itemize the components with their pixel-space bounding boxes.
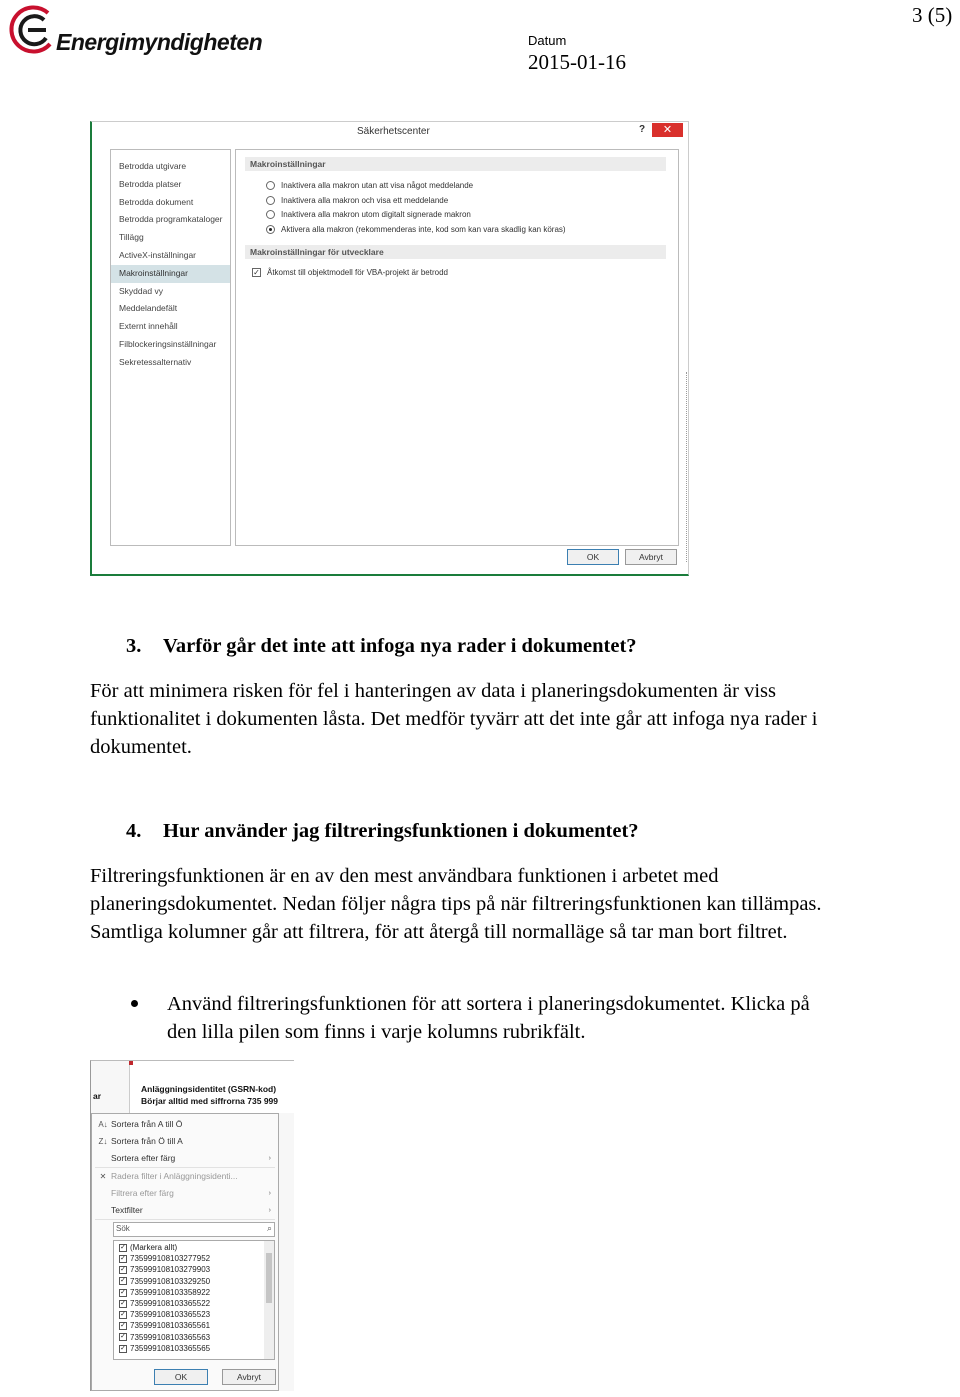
nav-item[interactable]: Betrodda dokument (119, 196, 194, 207)
filter-menu-item[interactable] (95, 1133, 275, 1150)
filter-menu-item[interactable] (95, 1116, 275, 1133)
menu-item-label: Sortera från A till Ö (111, 1119, 183, 1129)
section4-heading (126, 820, 639, 843)
value-checkbox[interactable]: ✓ (120, 1333, 126, 1341)
close-button[interactable]: ✕ (652, 123, 683, 137)
filter-cancel-button[interactable]: Avbryt (222, 1369, 276, 1385)
content-panel (235, 149, 679, 546)
value-list (119, 1242, 210, 1354)
nav-panel (110, 149, 231, 546)
value-list-item[interactable] (119, 1332, 210, 1343)
value-checkbox[interactable]: ✓ (120, 1243, 126, 1251)
filter-menu-item[interactable] (95, 1150, 275, 1168)
section4-bullet: Använd filtreringsfunktionen för att sortera i planeringsdokumentet. Klicka på den lilla pilen som finns i varje kolumns rubrikfält. (167, 993, 810, 1043)
page-number: 3 (5) (912, 3, 953, 27)
menu-item-label: Radera filter i Anläggningsidenti... (111, 1171, 238, 1181)
filter-menu-item[interactable] (95, 1202, 275, 1220)
value-list-item[interactable] (119, 1276, 210, 1287)
filter-menu-item[interactable] (95, 1185, 275, 1202)
value-list-item[interactable] (119, 1343, 210, 1354)
menu-list (95, 1116, 275, 1220)
nav-item[interactable]: Tillägg (119, 232, 144, 243)
search-placeholder: Sök (116, 1224, 130, 1233)
radio-label: Inaktivera alla makron utom digitalt signerade makron (281, 210, 471, 219)
nav-item[interactable]: Betrodda programkataloger (119, 214, 223, 225)
value-checkbox[interactable]: ✓ (120, 1344, 126, 1352)
value-checkbox[interactable]: ✓ (120, 1299, 126, 1307)
radio-button[interactable] (266, 225, 275, 234)
value-label: (Markera allt) (130, 1243, 178, 1252)
value-list-item[interactable] (119, 1320, 210, 1331)
help-button[interactable]: ? (639, 124, 646, 135)
value-list-item[interactable] (119, 1253, 210, 1264)
nav-item[interactable]: Skyddad vy (119, 285, 163, 296)
section-title-macro-settings: Makroinställningar (245, 157, 666, 171)
value-label: 735999108103365563 (130, 1332, 211, 1342)
menu-item-label: Filtrera efter färg (111, 1188, 174, 1198)
radio-button[interactable] (266, 196, 275, 205)
vba-access-label: Åtkomst till objektmodell för VBA-projekt är betrodd (267, 268, 448, 277)
logo-text: Energimyndigheten (56, 29, 263, 55)
value-checkbox[interactable]: ✓ (120, 1288, 126, 1296)
filter-dropdown (91, 1113, 279, 1391)
submenu-arrow-icon: › (268, 1207, 271, 1214)
value-list-item[interactable] (119, 1242, 210, 1253)
menu-item-label: Sortera från Ö till A (111, 1136, 183, 1146)
search-box[interactable] (113, 1222, 275, 1237)
nav-item[interactable]: Betrodda utgivare (119, 161, 187, 171)
section3-title: Varför går det inte att infoga nya rader i dokumentet? (163, 635, 637, 657)
datum-label: Datum (528, 33, 567, 48)
radio-button[interactable] (266, 210, 275, 219)
logo-mark-icon (6, 4, 58, 56)
menu-item-label: Sortera efter färg (111, 1153, 176, 1163)
nav-item[interactable]: Sekretessalternativ (119, 356, 192, 367)
dialog-edge (686, 372, 687, 562)
nav-item[interactable]: Makroinställningar (111, 265, 230, 283)
nav-item[interactable]: Externt innehåll (119, 321, 178, 332)
value-checkbox[interactable]: ✓ (120, 1322, 126, 1330)
dialog-title: Säkerhetscenter (357, 126, 430, 137)
value-label: 735999108103329250 (130, 1276, 211, 1286)
value-list-item[interactable] (119, 1309, 210, 1320)
vba-access-checkbox-row[interactable] (252, 266, 448, 281)
nav-list (111, 150, 230, 372)
macro-radio-row[interactable] (266, 179, 566, 194)
macro-radio-row[interactable] (266, 208, 566, 223)
menu-item-icon: Z↓ (98, 1137, 108, 1146)
menu-item-icon: A↓ (98, 1120, 108, 1129)
macro-radio-row[interactable] (266, 223, 566, 238)
value-label: 735999108103365522 (130, 1298, 211, 1308)
value-checkbox[interactable]: ✓ (120, 1277, 126, 1285)
value-list-item[interactable] (119, 1287, 210, 1298)
value-list-box (113, 1240, 275, 1360)
left-cut-text: ar (93, 1091, 102, 1101)
list-scrollbar-thumb[interactable] (266, 1253, 272, 1303)
datum-value: 2015-01-16 (528, 50, 626, 74)
value-label: 735999108103365523 (130, 1310, 211, 1320)
value-list-item[interactable] (119, 1264, 210, 1275)
value-label: 735999108103365561 (130, 1321, 211, 1331)
nav-item[interactable]: Filblockeringsinställningar (119, 338, 217, 349)
section4-title: Hur använder jag filtreringsfunktionen i dokumentet? (163, 820, 639, 842)
section4-paragraph: Filtreringsfunktionen är en av den mest användbara funktionen i arbetet med planeringsdokumentet. Nedan följer några tips på när filtreringsfunktionen kan tillämpas. Samtliga kolumner går att filtrera, för att återgå till normalläge så tar man bort filtret. (90, 865, 822, 943)
search-icon: ⌕ (266, 1223, 272, 1233)
logo (6, 4, 263, 56)
value-label: 735999108103365565 (130, 1343, 211, 1353)
vba-access-checkbox[interactable]: ✓ (253, 268, 260, 278)
value-label: 735999108103358922 (130, 1287, 211, 1297)
filter-header-line2: Börjar alltid med siffrorna 735 999 (141, 1096, 278, 1106)
macro-radio-row[interactable] (266, 194, 566, 209)
radio-label: Aktivera alla makron (rekommenderas inte, kod som kan vara skadlig kan köras) (281, 224, 566, 234)
filter-menu-screenshot (90, 1060, 294, 1391)
section3-heading (126, 635, 637, 658)
section3-number: 3. (126, 635, 142, 657)
value-checkbox[interactable]: ✓ (120, 1266, 126, 1274)
filter-menu-item[interactable] (95, 1168, 275, 1185)
cancel-button[interactable]: Avbryt (625, 549, 677, 565)
list-scrollbar[interactable] (264, 1241, 274, 1359)
section3-paragraph: För att minimera risken för fel i hanteringen av data i planeringsdokumenten är viss funktionalitet i dokumenten låsta. Det medför tyvärr att det inte går att infoga nya rader i dokumentet. (90, 680, 818, 758)
bullet-dot (131, 1000, 138, 1007)
menu-item-icon: ✕ (99, 1172, 107, 1181)
submenu-arrow-icon: › (268, 1155, 271, 1162)
section-title-developer-settings: Makroinställningar för utvecklare (245, 245, 666, 259)
nav-item[interactable]: Betrodda platser (119, 178, 182, 189)
value-checkbox[interactable]: ✓ (120, 1255, 126, 1263)
value-label: 735999108103277952 (130, 1254, 211, 1264)
header-red-mark (129, 1061, 133, 1065)
trust-center-screenshot (90, 121, 689, 576)
radio-label: Inaktivera alla makron utan att visa något meddelande (281, 181, 474, 190)
nav-item[interactable]: ActiveX-inställningar (119, 249, 197, 260)
ok-button[interactable]: OK (567, 549, 619, 565)
value-checkbox[interactable]: ✓ (120, 1311, 126, 1319)
nav-item[interactable]: Meddelandefält (119, 303, 178, 314)
value-label: 735999108103279903 (130, 1265, 211, 1275)
filter-header-line1: Anläggningsidentitet (GSRN-kod) (141, 1084, 277, 1094)
filter-ok-button[interactable]: OK (154, 1369, 208, 1385)
radio-label: Inaktivera alla makron och visa ett meddelande (281, 195, 449, 205)
value-list-item[interactable] (119, 1298, 210, 1309)
submenu-arrow-icon: › (268, 1190, 271, 1197)
section4-number: 4. (126, 820, 142, 842)
radio-group (266, 179, 566, 237)
menu-item-label: Textfilter (111, 1205, 143, 1215)
radio-button[interactable] (266, 181, 275, 190)
